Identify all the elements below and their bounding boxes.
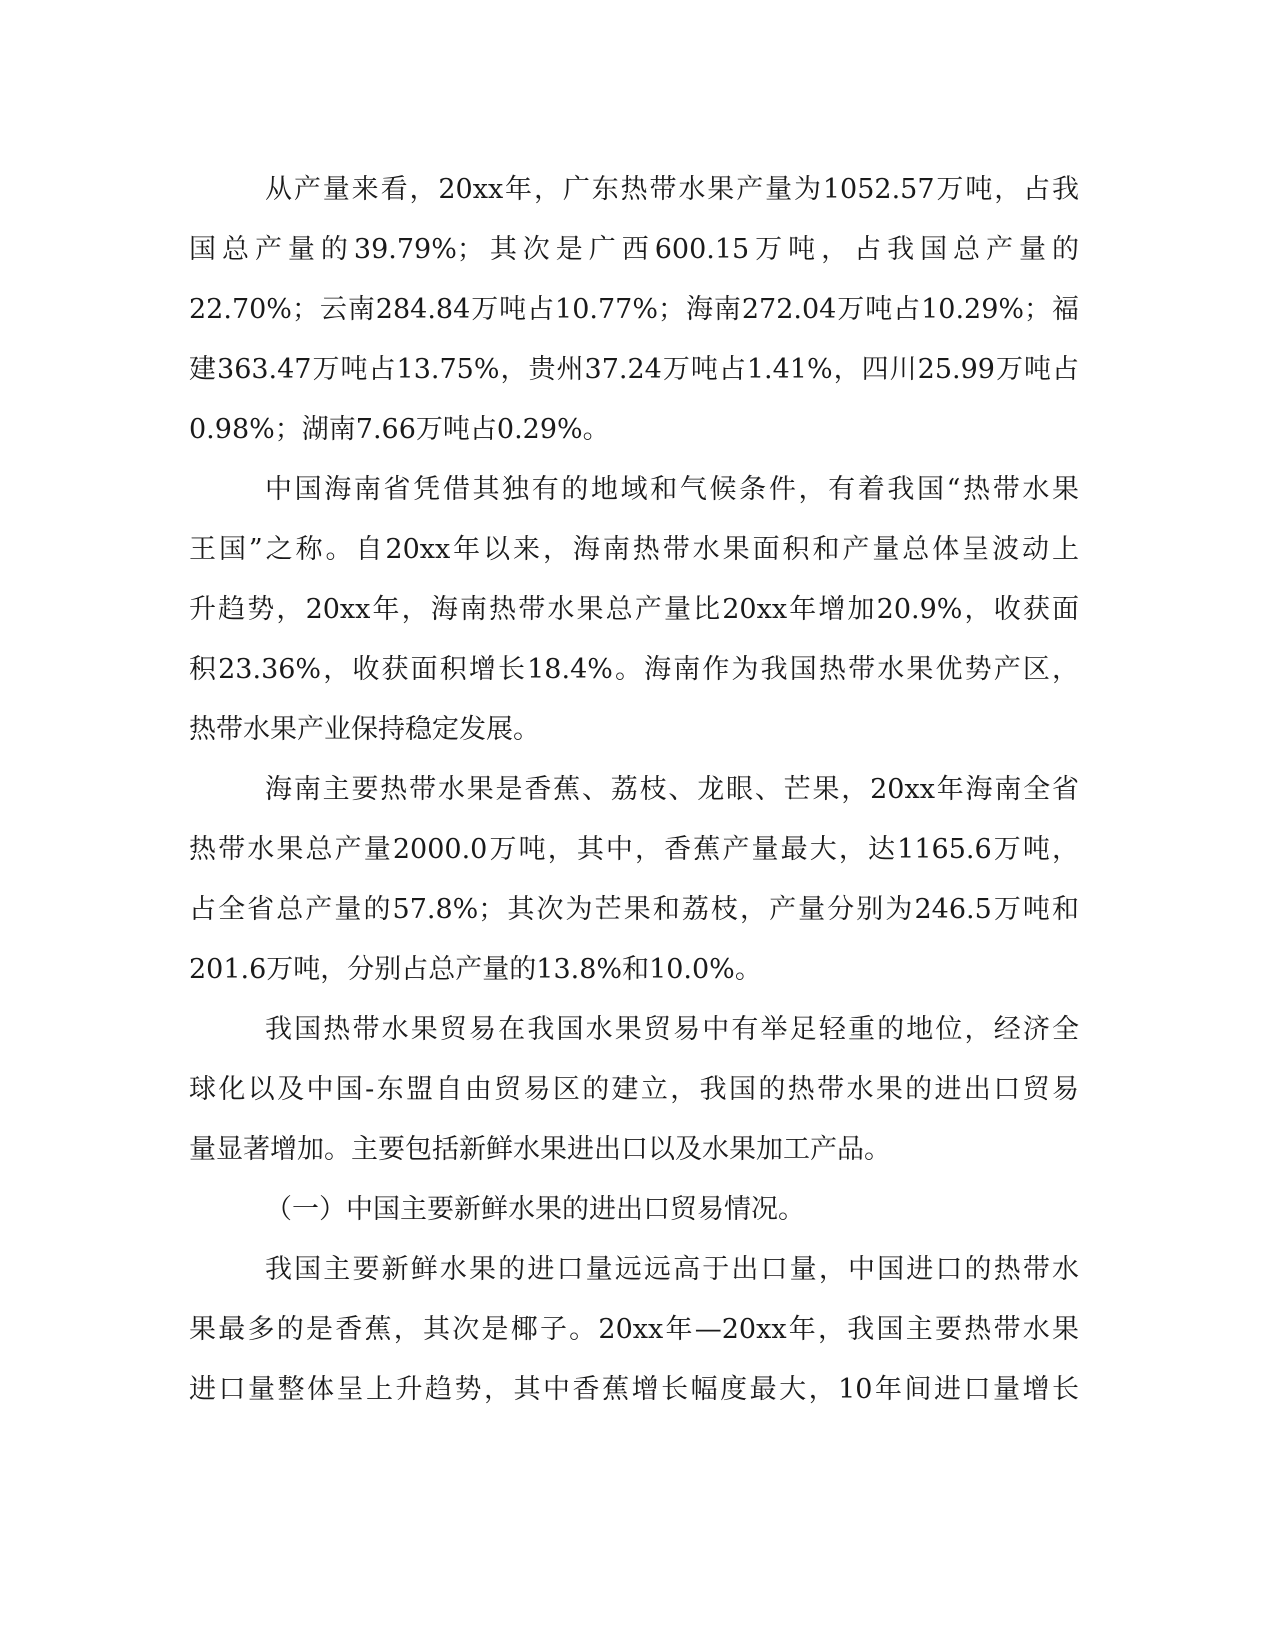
paragraph-production-by-province (189, 160, 1079, 460)
paragraph-line: 0.98%；湖南7.66万吨占0.29%。 (189, 414, 610, 445)
paragraph-line: 热带水果总产量2000.0万吨，其中，香蕉产量最大，达1165.6万吨， (189, 834, 1079, 865)
paragraph-line: 占全省总产量的57.8%；其次为芒果和荔枝，产量分别为246.5万吨和 (189, 894, 1079, 925)
paragraph-line: 球化以及中国-东盟自由贸易区的建立，我国的热带水果的进出口贸易 (189, 1074, 1079, 1105)
paragraph-line: 积23.36%，收获面积增长18.4%。海南作为我国热带水果优势产区， (189, 654, 1079, 685)
paragraph-line: 热带水果产业保持稳定发展。 (189, 714, 540, 745)
document-body (189, 160, 1079, 1420)
paragraph-line: 22.70%；云南284.84万吨占10.77%；海南272.04万吨占10.29%；福 (189, 294, 1079, 325)
paragraph-line: 中国海南省凭借其独有的地域和气候条件，有着我国“热带水果 (265, 474, 1079, 505)
paragraph-hainan-kingdom (189, 460, 1079, 760)
paragraph-line: 海南主要热带水果是香蕉、荔枝、龙眼、芒果，20xx年海南全省 (265, 774, 1079, 805)
paragraph-line: 国总产量的39.79%；其次是广西600.15万吨，占我国总产量的 (189, 234, 1079, 265)
paragraph-line: 王国”之称。自20xx年以来，海南热带水果面积和产量总体呈波动上 (189, 534, 1079, 565)
paragraph-line: 从产量来看，20xx年，广东热带水果产量为1052.57万吨，占我 (265, 174, 1079, 205)
section-subheading (189, 1180, 1079, 1240)
paragraph-line: 建363.47万吨占13.75%，贵州37.24万吨占1.41%，四川25.99万吨占 (189, 354, 1079, 385)
paragraph-line: 进口量整体呈上升趋势，其中香蕉增长幅度最大，10年间进口量增长 (189, 1374, 1079, 1405)
paragraph-hainan-main-fruits (189, 760, 1079, 1000)
paragraph-trade-overview (189, 1000, 1079, 1180)
paragraph-line: 我国主要新鲜水果的进口量远远高于出口量，中国进口的热带水 (265, 1254, 1079, 1285)
paragraph-import-export (189, 1240, 1079, 1420)
subheading-text: （一）中国主要新鲜水果的进出口贸易情况。 (265, 1194, 805, 1225)
paragraph-line: 量显著增加。主要包括新鲜水果进出口以及水果加工产品。 (189, 1134, 891, 1165)
paragraph-line: 201.6万吨，分别占总产量的13.8%和10.0%。 (189, 954, 762, 985)
paragraph-line: 升趋势，20xx年，海南热带水果总产量比20xx年增加20.9%，收获面 (189, 594, 1079, 625)
paragraph-line: 果最多的是香蕉，其次是椰子。20xx年—20xx年，我国主要热带水果 (189, 1314, 1079, 1345)
paragraph-line: 我国热带水果贸易在我国水果贸易中有举足轻重的地位，经济全 (265, 1014, 1079, 1045)
